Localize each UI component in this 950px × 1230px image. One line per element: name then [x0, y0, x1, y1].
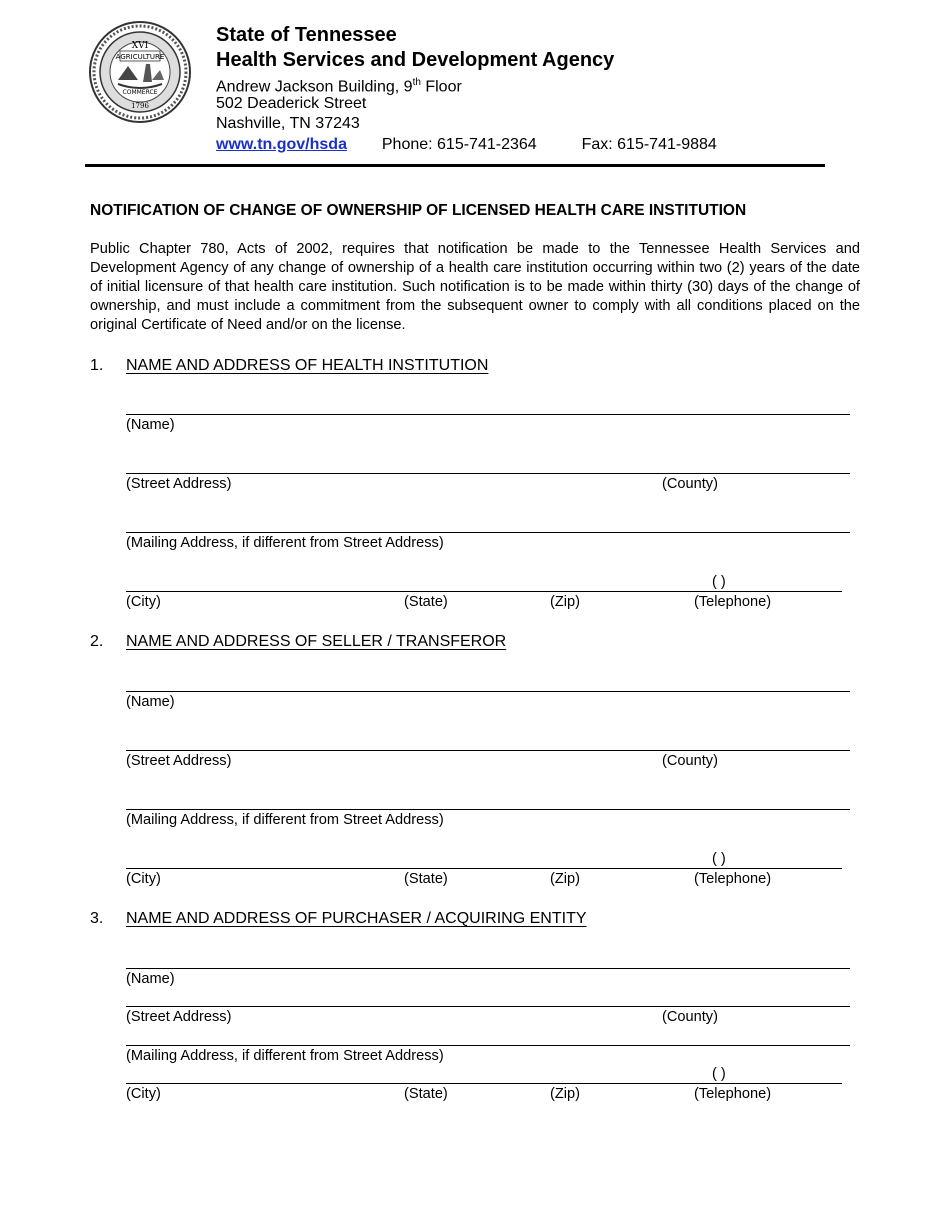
s3-name-label: (Name): [126, 971, 175, 987]
s3-zip-label: (Zip): [550, 1086, 580, 1102]
s1-street-field[interactable]: [126, 473, 850, 474]
website-link[interactable]: www.tn.gov/hsda: [216, 136, 347, 153]
header-fax: Fax: 615-741-9884: [581, 136, 717, 153]
s3-street-field[interactable]: [126, 1006, 850, 1007]
document-title: NOTIFICATION OF CHANGE OF OWNERSHIP OF LICENSED HEALTH CARE INSTITUTION: [90, 202, 747, 219]
s3-street-label: (Street Address): [126, 1009, 232, 1025]
header-contact-line: [216, 135, 717, 155]
header-phone: Phone: 615-741-2364: [381, 136, 537, 153]
s2-state-label: (State): [404, 871, 448, 887]
s3-county-label: (County): [662, 1009, 718, 1025]
s1-telephone-label: (Telephone): [694, 594, 772, 610]
s1-state-label: (State): [404, 594, 448, 610]
s2-city-label: (City): [126, 871, 161, 887]
seal-roman-numeral: XVI: [131, 41, 149, 51]
s1-mailing-label: (Mailing Address, if different from Street Address): [126, 535, 444, 551]
header-divider: [85, 164, 825, 167]
s3-city-label: (City): [126, 1086, 161, 1102]
header-street: 502 Deaderick Street: [216, 95, 367, 112]
s3-area-code: ( ): [712, 1066, 726, 1082]
header-building: Andrew Jackson Building, 9th Floor: [216, 77, 462, 96]
s3-telephone-label: (Telephone): [694, 1086, 772, 1102]
s1-county-label: (County): [662, 476, 718, 492]
s1-street-label: (Street Address): [126, 476, 232, 492]
s2-county-label: (County): [662, 753, 718, 769]
s2-zip-label: (Zip): [550, 871, 580, 887]
s2-mailing-label: (Mailing Address, if different from Street Address): [126, 812, 444, 828]
section-1-number: 1.: [90, 357, 104, 374]
header-agency: Health Services and Development Agency: [216, 49, 615, 71]
s2-street-label: (Street Address): [126, 753, 232, 769]
s3-state-label: (State): [404, 1086, 448, 1102]
section-3-number: 3.: [90, 910, 104, 927]
seal-year: 1796: [131, 102, 149, 110]
section-2-title: NAME AND ADDRESS OF SELLER / TRANSFEROR: [126, 633, 507, 650]
s3-name-field[interactable]: [126, 968, 850, 969]
s1-name-field[interactable]: [126, 414, 850, 415]
s3-city-field[interactable]: [126, 1083, 842, 1084]
s1-area-code: ( ): [712, 574, 726, 590]
s2-name-field[interactable]: [126, 691, 850, 692]
s3-mailing-field[interactable]: [126, 1045, 850, 1046]
s1-mailing-field[interactable]: [126, 532, 850, 533]
header-state: State of Tennessee: [216, 24, 397, 46]
s2-name-label: (Name): [126, 694, 175, 710]
seal-agriculture-text: AGRICULTURE: [115, 53, 165, 61]
section-1-title: NAME AND ADDRESS OF HEALTH INSTITUTION: [126, 357, 489, 374]
s2-area-code: ( ): [712, 851, 726, 867]
state-seal: [88, 20, 192, 124]
s2-city-field[interactable]: [126, 868, 842, 869]
s2-telephone-label: (Telephone): [694, 871, 772, 887]
s1-city-label: (City): [126, 594, 161, 610]
s1-city-field[interactable]: [126, 591, 842, 592]
s2-mailing-field[interactable]: [126, 809, 850, 810]
section-3-title: NAME AND ADDRESS OF PURCHASER / ACQUIRING ENTITY: [126, 910, 587, 927]
s3-mailing-label: (Mailing Address, if different from Street Address): [126, 1048, 444, 1064]
section-2-number: 2.: [90, 633, 104, 650]
seal-commerce-text: COMMERCE: [122, 89, 158, 96]
s2-street-field[interactable]: [126, 750, 850, 751]
s1-name-label: (Name): [126, 417, 175, 433]
intro-paragraph: Public Chapter 780, Acts of 2002, requires that notification be made to the Tennessee Health Services and Development Agency of any change of ownership of a health care institution occurring within two (2) years of the date of initial licensure of that health care institution. Such notification is to be made within thirty (30) days of the change of ownership, and must include a commitment from the subsequent owner to comply with all conditions placed on the original Certificate of Need and/or on the license.: [90, 241, 860, 333]
header-city: Nashville, TN 37243: [216, 115, 360, 132]
s1-zip-label: (Zip): [550, 594, 580, 610]
